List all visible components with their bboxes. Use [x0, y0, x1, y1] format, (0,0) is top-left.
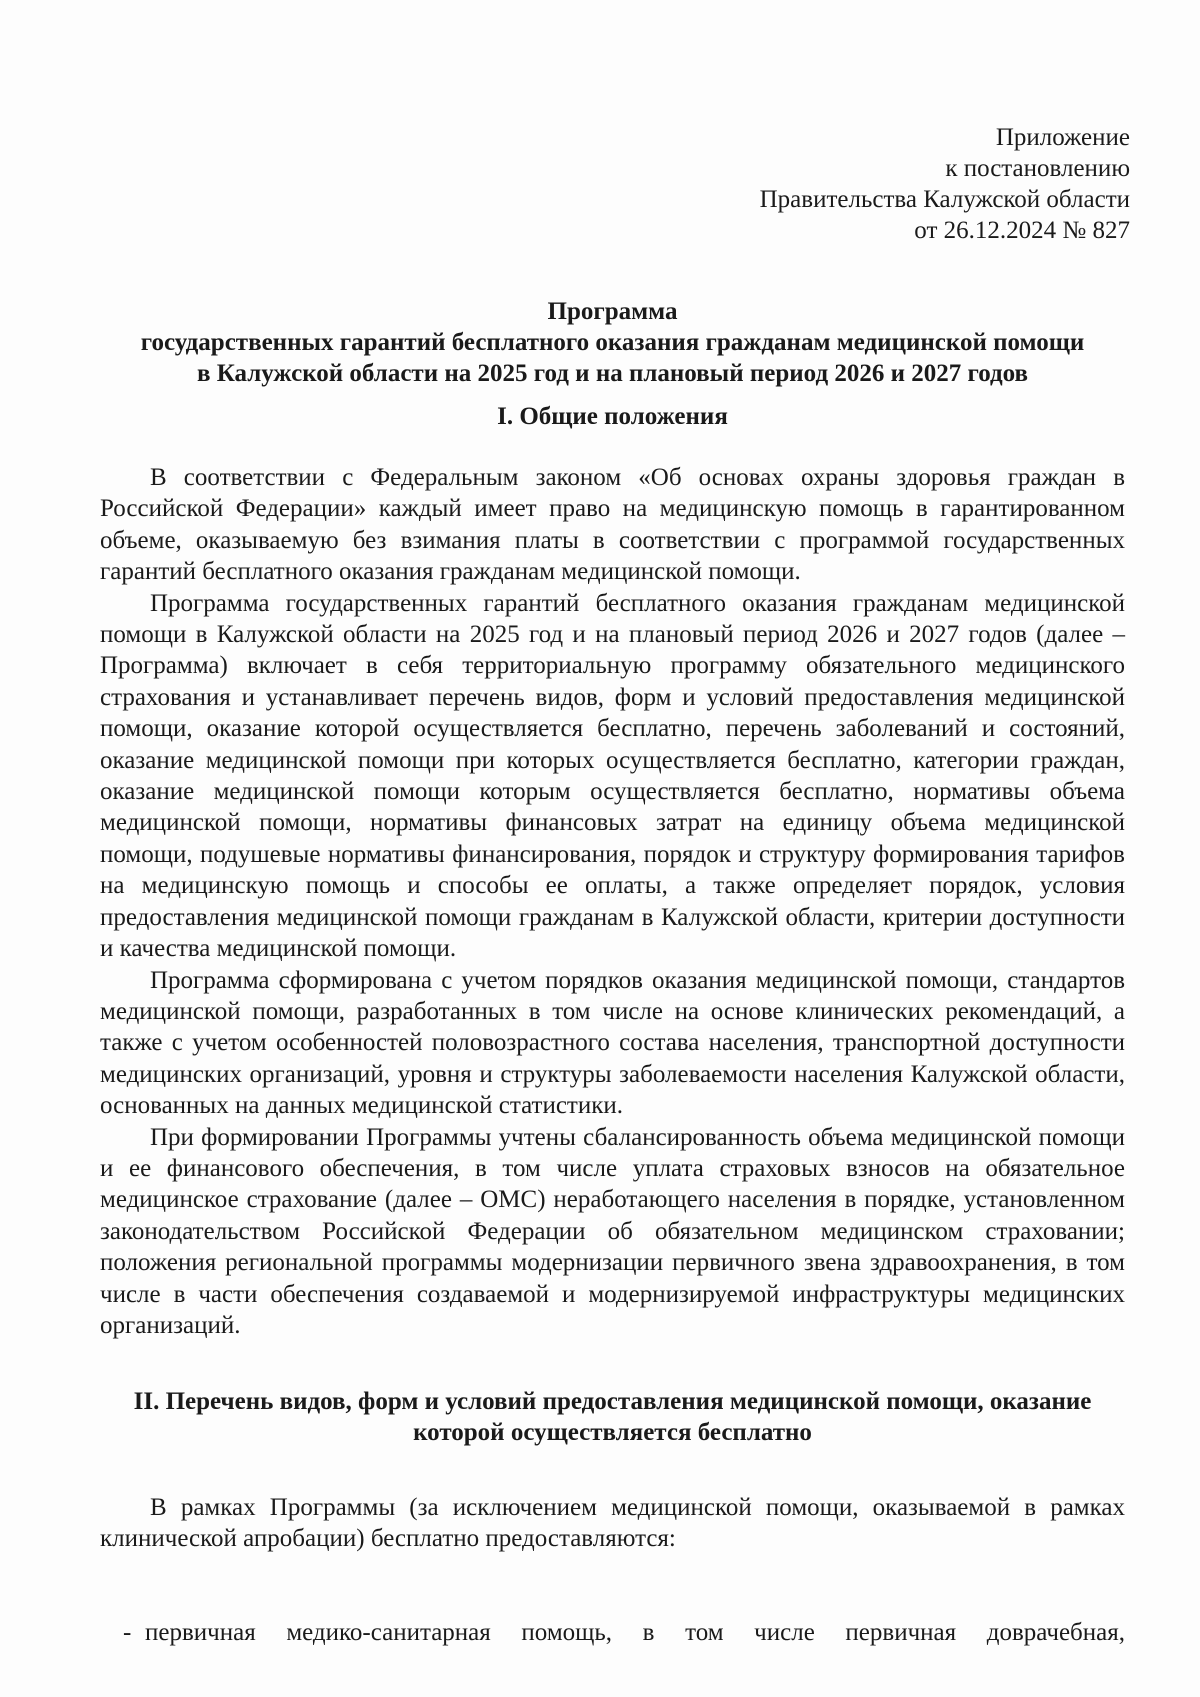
paragraph: Программа государственных гарантий бесплатного оказания гражданам медицинской помощи в Калужской области на 2025 год и на плановый период 2026 и 2027 годов (далее – Программа) включает в себя территориальную программу обязательного медицинского страхования и устанавливает перечень видов, форм и условий предоставления медицинской помощи, оказание которой осуществляется бесплатно, перечень заболеваний и состояний, оказание медицинской помощи при которых осуществляется бесплатно, категории граждан, оказание медицинской помощи которым осуществляется бесплатно, нормативы объема медицинской помощи, нормативы финансовых затрат на единицу объема медицинской помощи, подушевые нормативы финансирования, порядок и структуру формирования тарифов на медицинскую помощь и способы ее оплаты, а также определяет порядок, условия предоставления медицинской помощи гражданам в Калужской области, критерии доступности и качества медицинской помощи.	[100, 589, 1125, 963]
section-1-heading: I. Общие положения	[497, 403, 728, 430]
list-item-text: первичная медико-санитарная помощь, в том числе первичная доврачебная,	[145, 1619, 1125, 1646]
list-item	[123, 1617, 1125, 1648]
title-line-2: государственных гарантий бесплатного оказания гражданам медицинской помощи	[140, 329, 1085, 356]
annex-header	[760, 122, 1130, 246]
paragraph: В рамках Программы (за исключением медицинской помощи, оказываемой в рамках клинической апробации) бесплатно предоставляются:	[100, 1494, 1125, 1553]
annex-line-4: от 26.12.2024 № 827	[914, 217, 1130, 244]
list-bullet: -	[123, 1619, 132, 1646]
annex-line-3: Правительства Калужской области	[759, 186, 1130, 213]
title-line-3: в Калужской области на 2025 год и на плановый период 2026 и 2027 годов	[196, 360, 1029, 387]
section-1-body	[100, 462, 1125, 1341]
section-2-heading-line-2: которой осуществляется бесплатно	[413, 1419, 812, 1446]
paragraph: Программа сформирована с учетом порядков оказания медицинской помощи, стандартов медицинской помощи, разработанных в том числе на основе клинических рекомендаций, а также с учетом особенностей половозрастного состава населения, транспортной доступности медицинских организаций, уровня и структуры заболеваемости населения Калужской области, основанных на данных медицинской статистики.	[100, 966, 1125, 1120]
paragraph: В соответствии с Федеральным законом «Об основах охраны здоровья граждан в Российской Федерации» каждый имеет право на медицинскую помощь в гарантированном объеме, оказываемую без взимания платы в соответствии с программой государственных гарантий бесплатного оказания гражданам медицинской помощи.	[100, 464, 1125, 586]
annex-line-1: Приложение	[995, 124, 1130, 151]
annex-line-2: к постановлению	[945, 155, 1130, 182]
section-2-intro	[100, 1492, 1125, 1555]
title-line-1: Программа	[547, 298, 678, 325]
section-2-heading-line-1: II. Перечень видов, форм и условий предоставления медицинской помощи, оказание	[133, 1388, 1092, 1415]
document-title	[100, 296, 1125, 389]
section-2-heading	[100, 1386, 1125, 1448]
paragraph: При формировании Программы учтены сбалансированность объема медицинской помощи и ее финансового обеспечения, в том числе уплата страховых взносов на обязательное медицинское страхование (далее – ОМС) неработающего населения в порядке, установленном законодательством Российской Федерации об обязательном медицинском страховании; положения региональной программы модернизации первичного звена здравоохранения, в том числе в части обеспечения создаваемой и модернизируемой инфраструктуры медицинских организаций.	[100, 1123, 1125, 1339]
